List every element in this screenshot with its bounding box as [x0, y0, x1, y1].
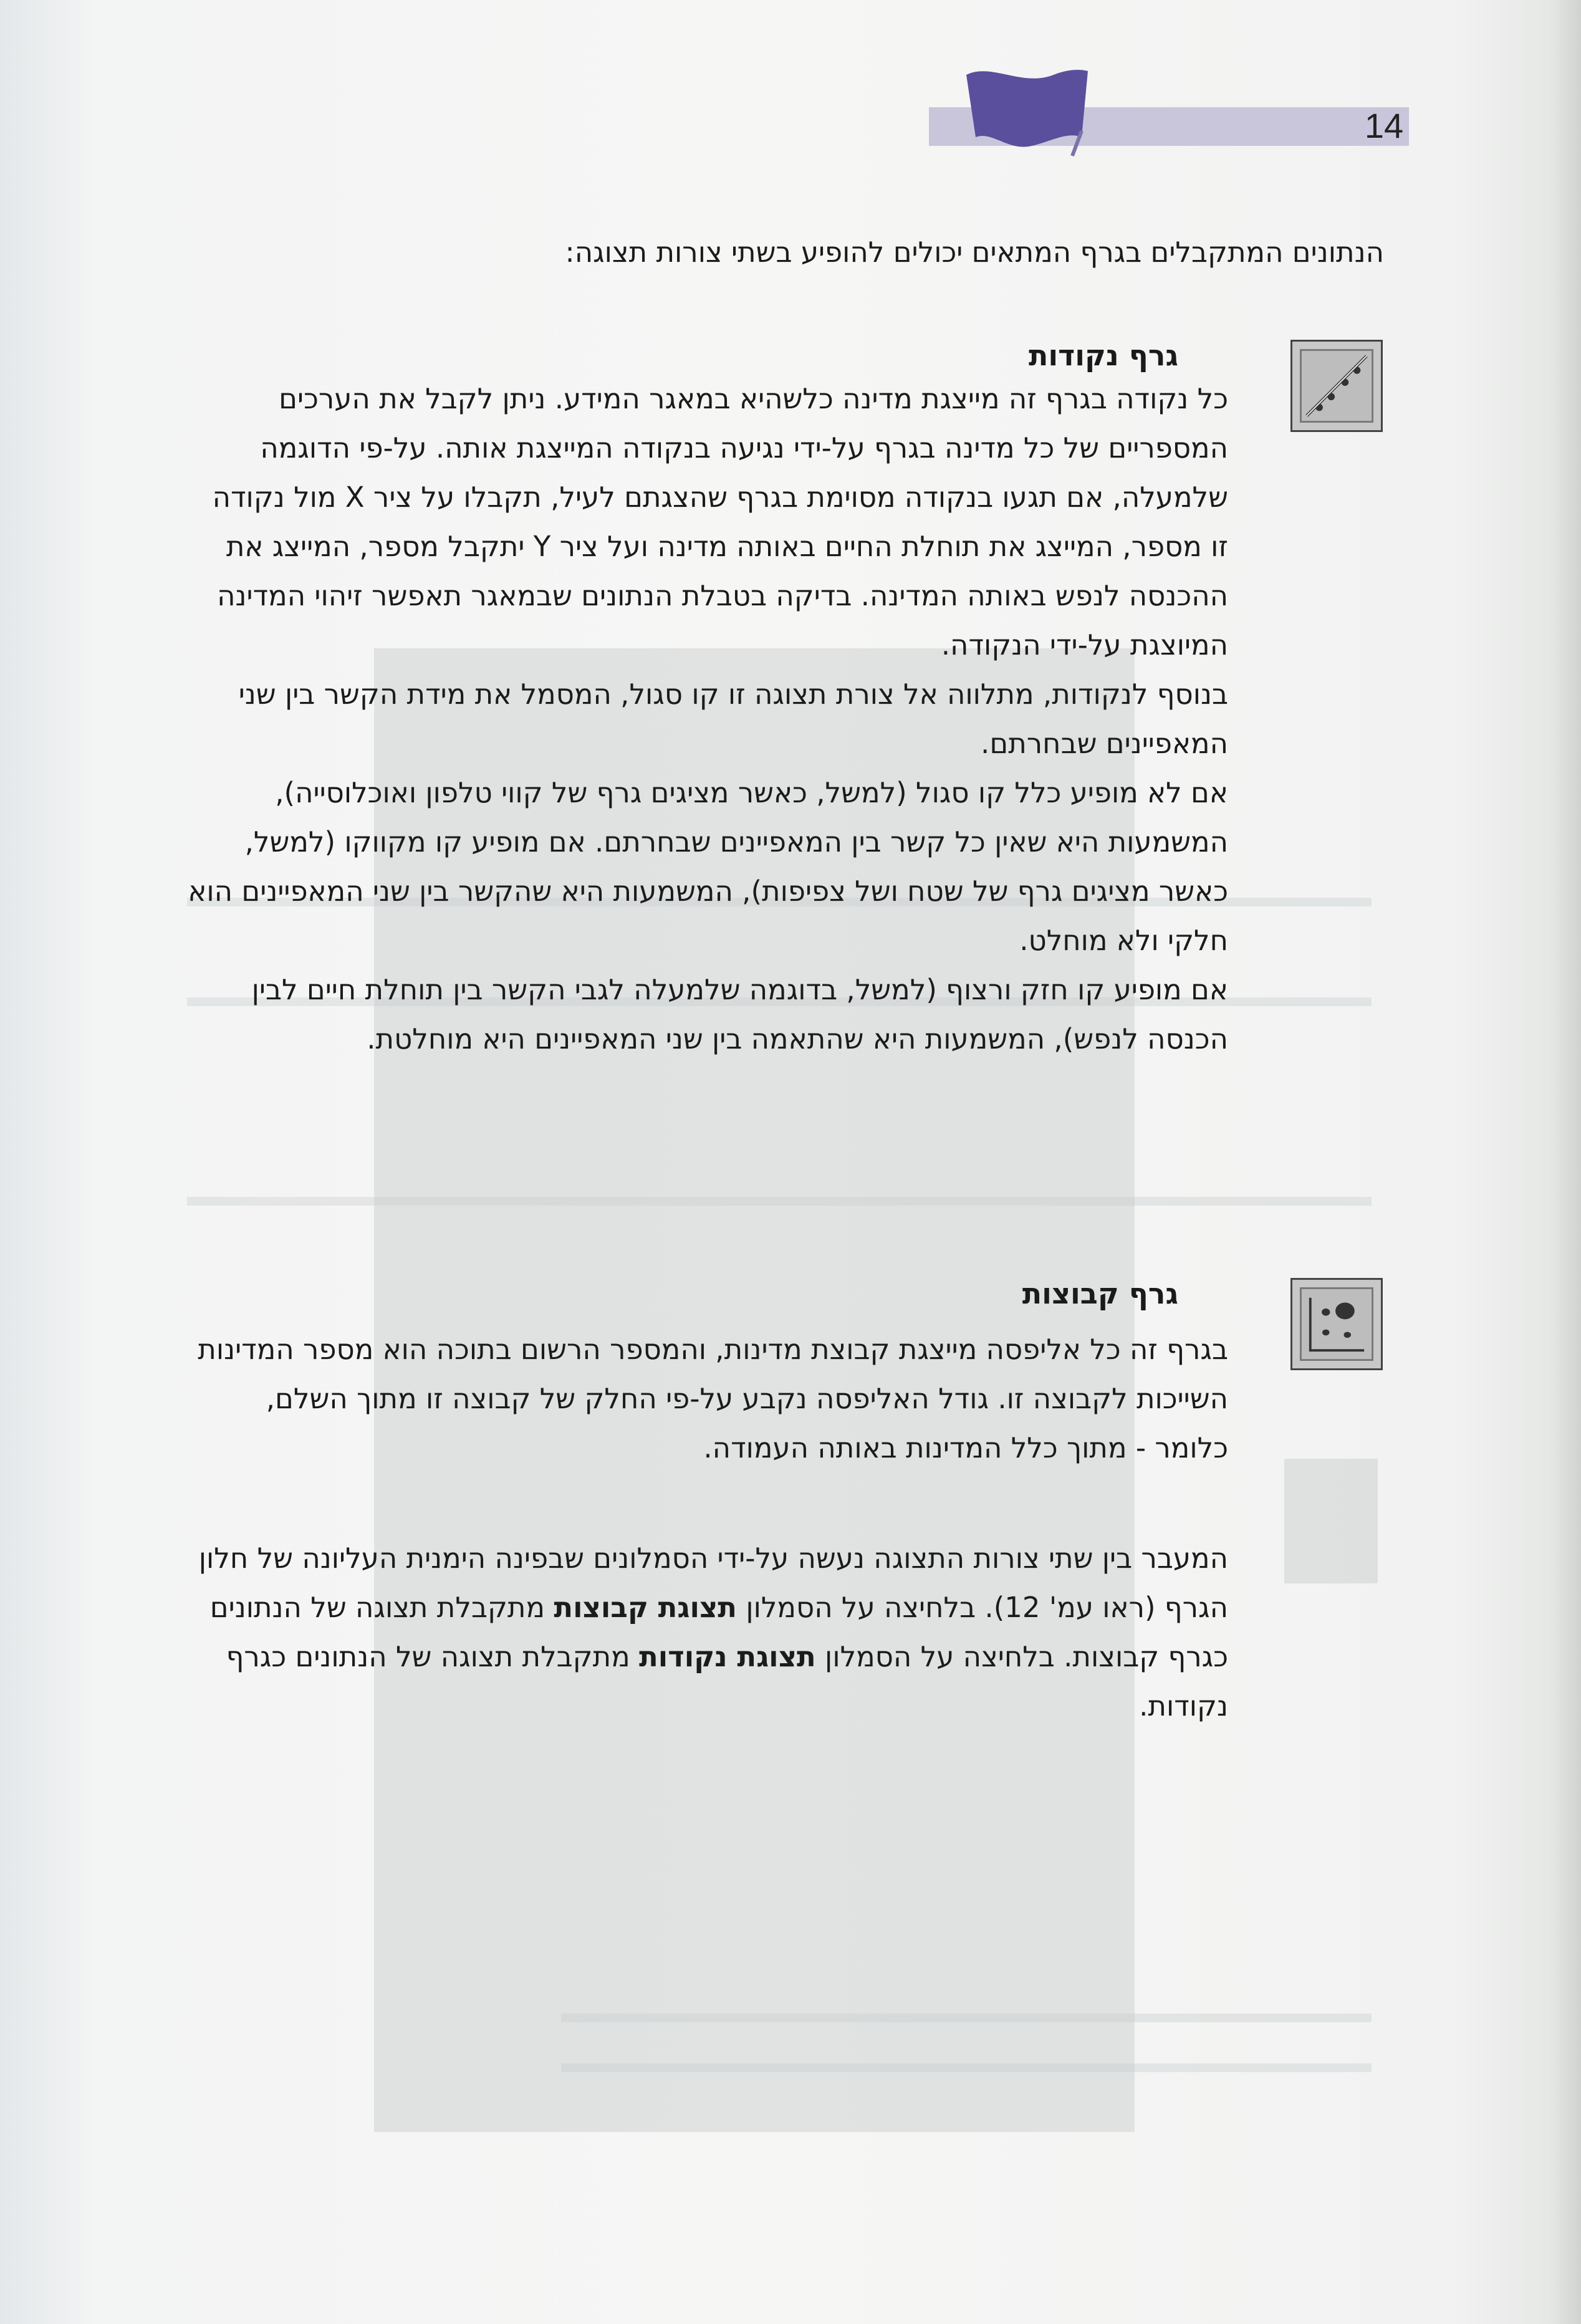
show-through-image-right: [1284, 1459, 1378, 1583]
switch-paragraph: [187, 1534, 1228, 1731]
show-through-line: [561, 2014, 1372, 2022]
paragraph: אם מופיע קו חזק ורצוף (למשל, בדוגמה שלמעלה לגבי הקשר בין תוחלת חיים לבין הכנסה לנפש), המשמעות היא שהתאמה בין שני המאפיינים היא מוחלטת.: [251, 973, 1228, 1055]
dots-section-body: [187, 374, 1228, 1064]
flag-icon: [954, 62, 1097, 162]
section-heading-dots: גרף נקודות: [1028, 339, 1178, 372]
paragraph: בנוסף לנקודות, מתלווה אל צורת תצוגה זו קו סגול, המסמל את מידת הקשר בין שני המאפיינים שבחרתם.: [238, 678, 1228, 760]
group-view-term: תצוגת קבוצות: [554, 1591, 738, 1624]
paragraph: בגרף זה כל אליפסה מייצגת קבוצת מדינות, והמספר הרשום בתוכה הוא מספר המדינות השייכות לקבוצה זו. גודל האליפסה נקבע על-פי החלק של קבוצה זו מתוך השלם, כלומר - מתוך כלל המדינות באותה העמודה.: [198, 1333, 1228, 1464]
dot-view-term: תצוגת נקודות: [639, 1640, 816, 1673]
section-heading-groups: גרף קבוצות: [1022, 1277, 1178, 1310]
paragraph: אם לא מופיע כלל קו סגול (למשל, כאשר מציגים גרף של קווי טלפון ואוכלוסייה), המשמעות היא שאין כל קשר בין המאפיינים שבחרתם. אם מופיע קו מקווקו (למשל, כאשר מציגים גרף של שטח ושל צפיפות), המשמעות היא שהקשר בין שני המאפיינים הוא חלקי ולא מוחלט.: [188, 776, 1228, 957]
groups-section-body: [187, 1325, 1228, 1472]
scatter-plot-icon: [1290, 340, 1383, 432]
show-through-line: [187, 1197, 1372, 1206]
page-number: 14: [1364, 106, 1404, 145]
switch-text-part: מתקבלת תצוגה של הנתונים כגרף קבוצות. בלחיצה על הסמלון: [209, 1591, 1228, 1673]
show-through-line: [561, 2063, 1372, 2072]
page-gutter-shadow: [1550, 0, 1581, 2324]
switch-text-part: מתקבלת תצוגה של הנתונים כגרף נקודות.: [226, 1640, 1228, 1722]
switch-text-part: המעבר בין שתי צורות התצוגה נעשה על-ידי הסמלונים שבפינה הימנית העליונה של חלון הגרף (ראו עמ' 12). בלחיצה על הסמלון: [198, 1542, 1228, 1624]
group-chart-icon: [1290, 1278, 1383, 1370]
paragraph: כל נקודה בגרף זה מייצגת מדינה כלשהיא במאגר המידע. ניתן לקבל את הערכים המספריים של כל מדינה בגרף על-ידי נגיעה בנקודה המייצגת אותה. על-פי הדוגמה שלמעלה, אם תגעו בנקודה מסוימת בגרף שהצגתם לעיל, תקבלו על ציר X מול נקודה זו מספר, המייצג את תוחלת החיים באותה מדינה ועל ציר Y יתקבל מספר, המייצג את ההכנסה לנפש באותה המדינה. בדיקה בטבלת הנתונים שבמאגר תאפשר זיהוי המדינה המיוצגת על-ידי הנקודה.: [212, 382, 1228, 661]
intro-text: הנתונים המתקבלים בגרף המתאים יכולים להופיע בשתי צורות תצוגה:: [565, 236, 1384, 269]
